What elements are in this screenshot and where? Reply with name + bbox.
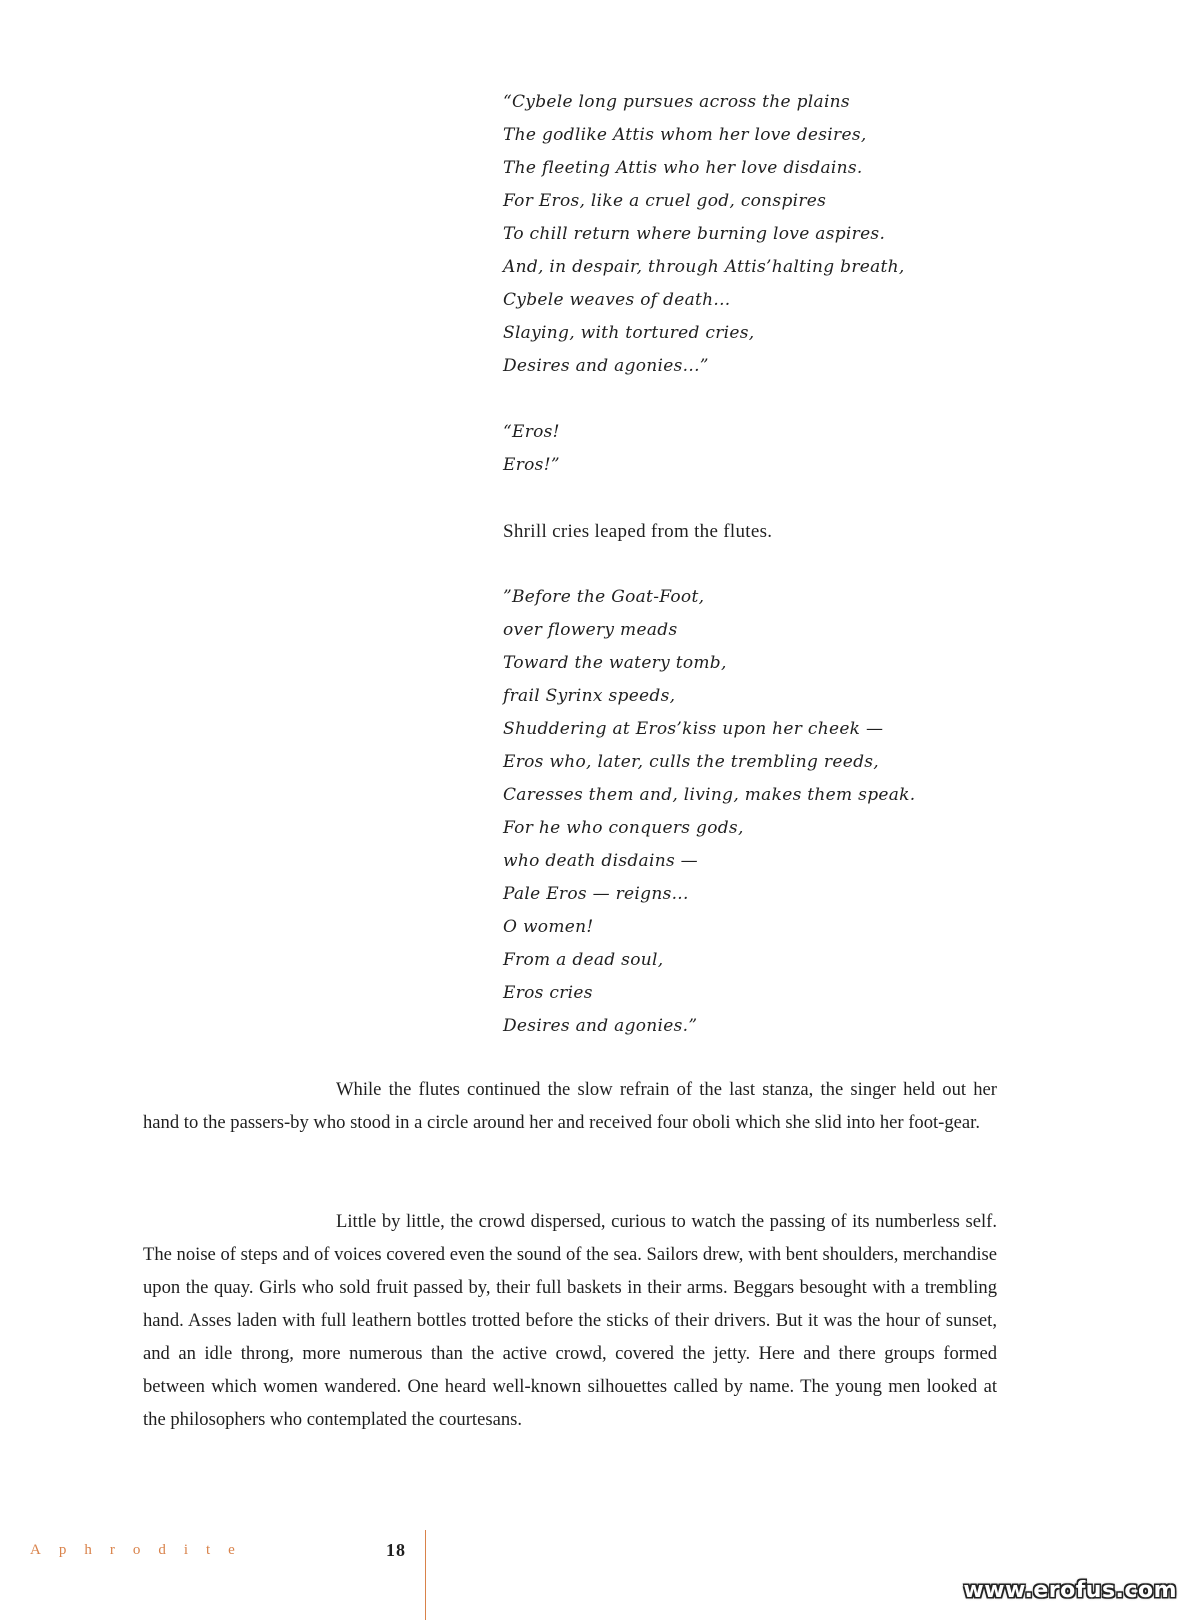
poem-line: The fleeting Attis who her love disdains. (503, 158, 863, 178)
poem-line: From a dead soul, (503, 950, 664, 970)
prose-paragraph-2: Little by little, the crowd dispersed, curious to watch the passing of its numberless self. The noise of steps and of voices covered even the sound of the sea. Sailors drew, with bent shoulders, merchandise upon the quay. Girls who sold fruit passed by, their full baskets in their arms. Beggars besought with a trembling hand. Asses laden with full leathern bottles trotted before the sticks of their drivers. But it was the hour of sunset, and an idle throng, more numerous than the active crowd, covered the jetty. Here and there groups formed between which women wandered. One heard well-known silhouettes called by name. The young men looked at the philosophers who contemplated the courtesans. (143, 1211, 997, 1430)
poem-stanza-2 (503, 416, 1063, 482)
prose-paragraph-1: While the flutes continued the slow refrain of the last stanza, the singer held out her hand to the passers-by who stood in a circle around her and received four oboli which she slid into her foot-gear. (143, 1079, 997, 1133)
poem-line: “Eros! (503, 422, 560, 442)
poem-line: who death disdains — (503, 851, 698, 871)
footer-divider (425, 1530, 426, 1620)
poem-line: Eros!” (503, 455, 560, 475)
poem-line: And, in despair, through Attis’halting breath, (503, 257, 905, 277)
poem-line: The godlike Attis whom her love desires, (503, 125, 867, 145)
poem-line: over flowery meads (503, 620, 678, 640)
poem-line: Shuddering at Eros’kiss upon her cheek — (503, 719, 884, 739)
narration-line: Shrill cries leaped from the flutes. (503, 521, 773, 542)
poem-stanza-3 (503, 581, 1063, 1043)
page-number: 18 (386, 1540, 406, 1560)
poem-line: To chill return where burning love aspires. (503, 224, 886, 244)
poem-line: frail Syrinx speeds, (503, 686, 676, 706)
poem-line: Slaying, with tortured cries, (503, 323, 755, 343)
poem-block (503, 86, 1063, 1076)
poem-stanza-1 (503, 86, 1063, 383)
poem-line: Pale Eros — reigns... (503, 884, 689, 904)
poem-line: O women! (503, 917, 594, 937)
poem-line: “Cybele long pursues across the plains (503, 92, 850, 112)
poem-line: Toward the watery tomb, (503, 653, 727, 673)
poem-line: For he who conquers gods, (503, 818, 744, 838)
poem-line: ”Before the Goat-Foot, (503, 587, 705, 607)
poem-line: Caresses them and, living, makes them speak. (503, 785, 916, 805)
poem-line: Desires and agonies.” (503, 1016, 698, 1036)
poem-line: For Eros, like a cruel god, conspires (503, 191, 827, 211)
poem-line: Desires and agonies...” (503, 356, 709, 376)
running-footer-title: Aphrodite (30, 1542, 253, 1558)
watermark: www.erofus.com (963, 1578, 1177, 1603)
poem-line: Eros who, later, culls the trembling reeds, (503, 752, 879, 772)
poem-line: Cybele weaves of death... (503, 290, 731, 310)
poem-line: Eros cries (503, 983, 593, 1003)
